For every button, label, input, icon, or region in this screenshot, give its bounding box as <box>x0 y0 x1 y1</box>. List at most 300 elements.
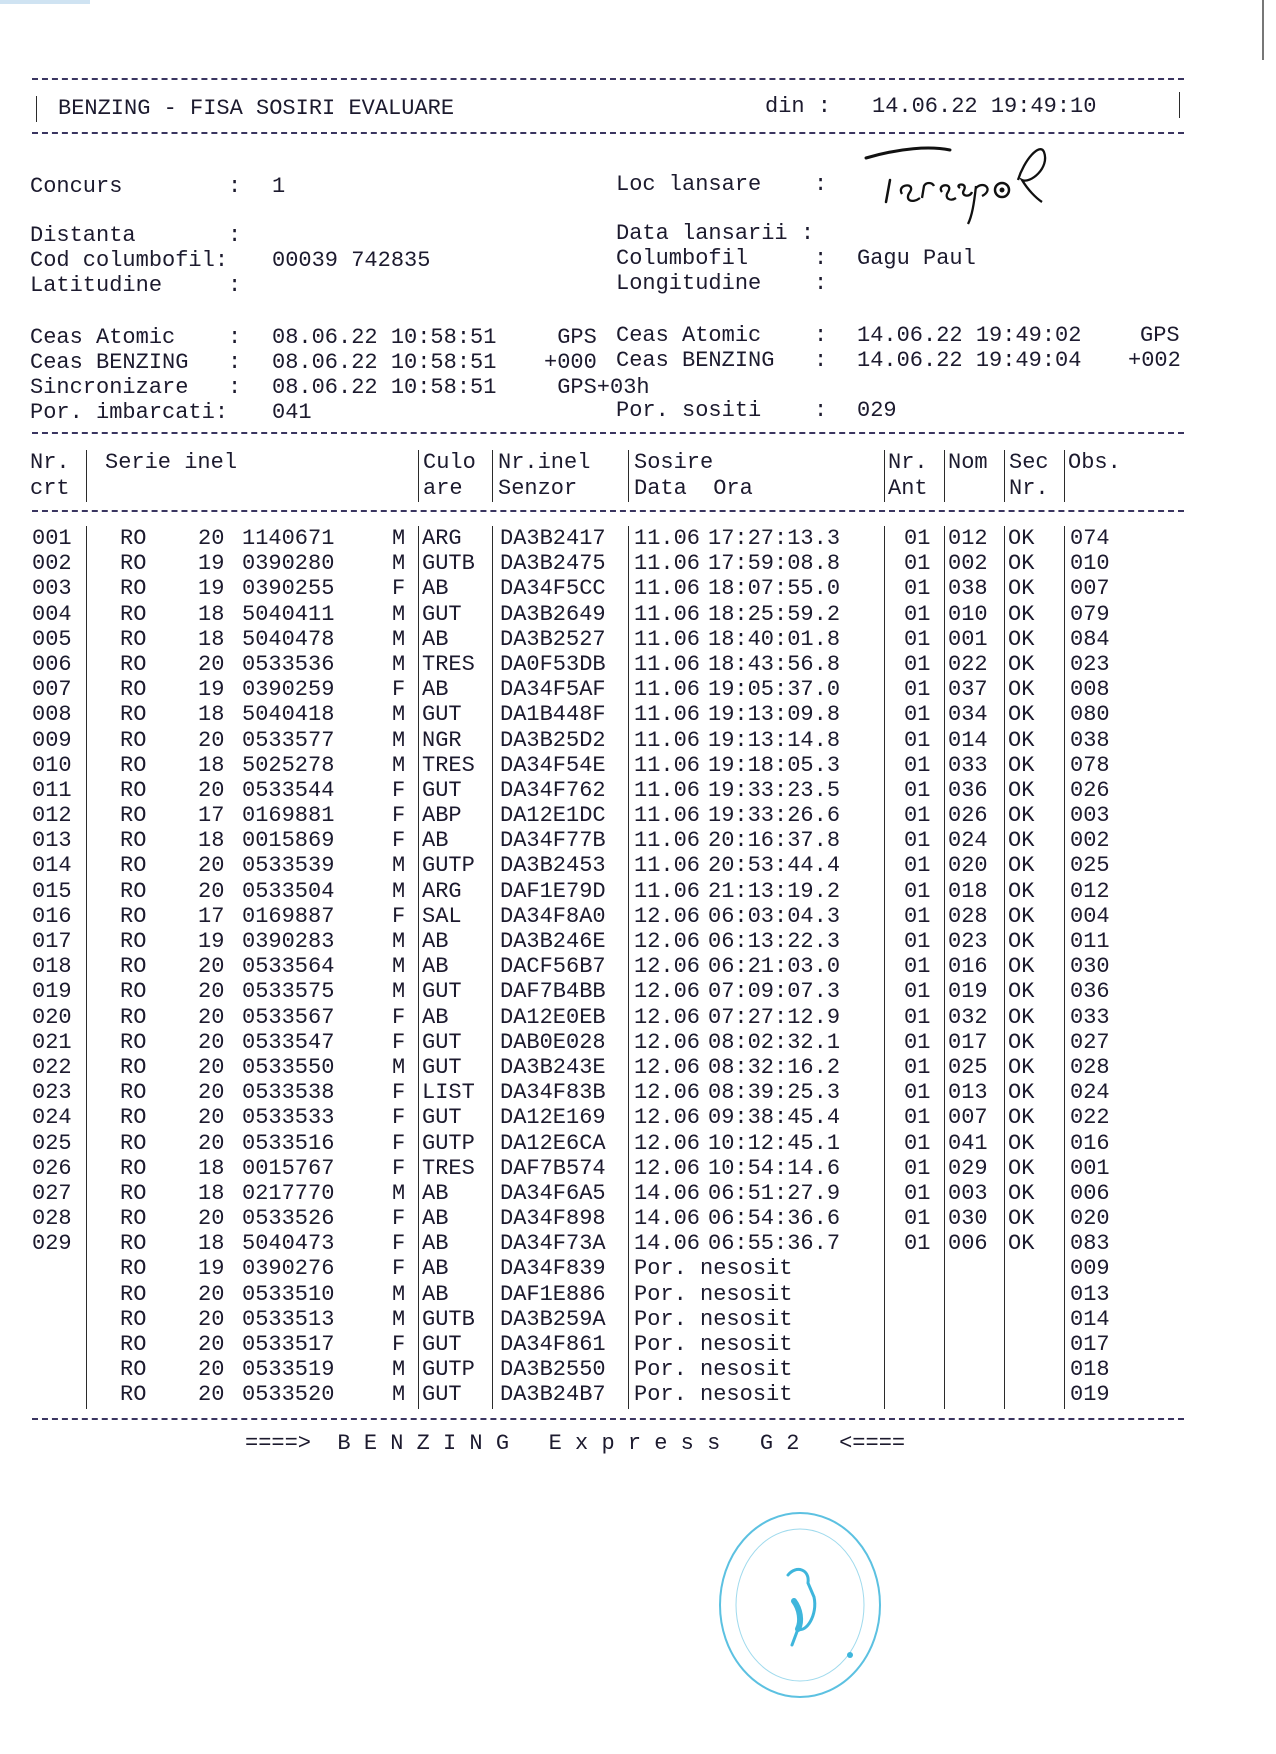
columbofil-value: Gagu Paul <box>857 246 976 271</box>
row-year: 20 <box>198 1281 225 1307</box>
row-year: 20 <box>198 1357 225 1383</box>
row-arrival-time: 18:43:56.8 <box>708 651 841 677</box>
col-separator <box>1064 450 1065 502</box>
row-security: OK <box>1008 1206 1035 1232</box>
row-security: OK <box>1008 1004 1035 1030</box>
row-obs: 030 <box>1070 954 1110 980</box>
row-country: RO <box>120 1231 147 1257</box>
row-arrival-time: 10:54:14.6 <box>708 1155 841 1181</box>
ceas-benzing-end-label: Ceas BENZING : <box>616 348 828 373</box>
row-country: RO <box>120 626 147 652</box>
row-arrival-time: 19:33:23.5 <box>708 777 841 803</box>
row-sex: M <box>392 727 406 753</box>
row-country: RO <box>120 1130 147 1156</box>
row-sensor: DA0F53DB <box>500 651 606 677</box>
row-antenna: 01 <box>904 752 931 778</box>
latitudine-label: Latitudine : <box>30 273 242 298</box>
row-sensor: DA3B2417 <box>500 526 606 551</box>
cod-columbofil-label: Cod columbofil: <box>30 248 229 273</box>
row-arrival-date: 11.06 <box>634 752 701 778</box>
row-sensor: DA3B259A <box>500 1306 606 1332</box>
row-obs: 016 <box>1070 1130 1110 1156</box>
header-row-divider <box>32 510 1184 512</box>
row-country: RO <box>120 551 147 577</box>
row-nr: 004 <box>32 601 72 627</box>
row-obs: 020 <box>1070 1206 1110 1232</box>
row-color: NGR <box>422 727 462 753</box>
row-arrival-date: 12.06 <box>634 1004 701 1030</box>
row-arrival-date: 11.06 <box>634 727 701 753</box>
sincronizare-value: 08.06.22 10:58:51 <box>272 375 497 400</box>
row-year: 20 <box>198 853 225 879</box>
row-year: 18 <box>198 1155 225 1181</box>
row-color: GUTP <box>422 853 475 879</box>
row-color: AB <box>422 1281 449 1307</box>
row-sex: F <box>392 777 406 803</box>
row-arrival-time: 19:13:14.8 <box>708 727 841 753</box>
row-arrival-time: 07:09:07.3 <box>708 979 841 1005</box>
row-sex: M <box>392 702 406 728</box>
row-sensor: DA3B25D2 <box>500 727 606 753</box>
col-obs-header: Obs. <box>1068 450 1121 475</box>
row-year: 19 <box>198 677 225 703</box>
row-nom: 006 <box>948 1231 988 1257</box>
row-obs: 003 <box>1070 803 1110 829</box>
row-sensor: DA34F898 <box>500 1206 606 1232</box>
row-nr: 023 <box>32 1080 72 1106</box>
row-color: GUT <box>422 777 462 803</box>
row-country: RO <box>120 702 147 728</box>
row-sex: M <box>392 1306 406 1332</box>
row-country: RO <box>120 1332 147 1357</box>
row-ring-number: 0015869 <box>242 828 335 854</box>
table-row <box>32 929 1182 954</box>
row-nr: 001 <box>32 526 72 551</box>
row-obs: 023 <box>1070 651 1110 677</box>
row-nom: 019 <box>948 979 988 1005</box>
row-country: RO <box>120 954 147 980</box>
row-nr: 026 <box>32 1155 72 1181</box>
row-antenna: 01 <box>904 1004 931 1030</box>
row-year: 20 <box>198 651 225 677</box>
row-antenna: 01 <box>904 1180 931 1206</box>
row-obs: 083 <box>1070 1231 1110 1257</box>
row-antenna: 01 <box>904 526 931 551</box>
row-arrival-time: 06:21:03.0 <box>708 954 841 980</box>
row-arrival-date: 11.06 <box>634 626 701 652</box>
row-ring-number: 0390259 <box>242 677 335 703</box>
row-antenna: 01 <box>904 1155 931 1181</box>
table-row <box>32 778 1182 803</box>
row-sex: F <box>392 1130 406 1156</box>
row-status: Por. nesosit <box>634 1357 793 1383</box>
table-row <box>32 602 1182 627</box>
row-arrival-date: 12.06 <box>634 979 701 1005</box>
row-ring-number: 0390283 <box>242 929 335 954</box>
cod-columbofil-value: 00039 742835 <box>272 248 431 273</box>
row-color: TRES <box>422 752 475 778</box>
col-serie-header: Serie inel <box>105 450 238 475</box>
row-antenna: 01 <box>904 677 931 703</box>
row-color: AB <box>422 1180 449 1206</box>
row-sex: M <box>392 601 406 627</box>
row-nr: 010 <box>32 752 72 778</box>
row-nom: 026 <box>948 803 988 829</box>
table-row <box>32 904 1182 929</box>
row-sex: M <box>392 1357 406 1383</box>
row-security: OK <box>1008 1155 1035 1181</box>
table-row <box>32 853 1182 878</box>
row-antenna: 01 <box>904 651 931 677</box>
row-color: GUT <box>422 1029 462 1055</box>
row-obs: 008 <box>1070 677 1110 703</box>
table-row <box>32 576 1182 601</box>
row-arrival-date: 11.06 <box>634 651 701 677</box>
row-antenna: 01 <box>904 1029 931 1055</box>
row-nr: 025 <box>32 1130 72 1156</box>
row-antenna: 01 <box>904 727 931 753</box>
row-sex: M <box>392 1180 406 1206</box>
row-arrival-time: 19:18:05.3 <box>708 752 841 778</box>
ceas-atomic-end-suffix: GPS <box>1140 323 1180 348</box>
table-row <box>32 803 1182 828</box>
row-nom: 024 <box>948 828 988 854</box>
row-antenna: 01 <box>904 576 931 602</box>
header-bottom-divider <box>32 132 1184 134</box>
distanta-label: Distanta : <box>30 223 242 248</box>
ceas-atomic-start-suffix: GPS <box>544 325 597 350</box>
row-ring-number: 0533564 <box>242 954 335 980</box>
row-year: 20 <box>198 979 225 1005</box>
row-color: GUT <box>422 601 462 627</box>
ceas-benzing-start-value: 08.06.22 10:58:51 <box>272 350 497 375</box>
row-obs: 017 <box>1070 1332 1110 1357</box>
row-color: GUT <box>422 1105 462 1131</box>
row-year: 20 <box>198 777 225 803</box>
row-year: 20 <box>198 1130 225 1156</box>
row-nr: 008 <box>32 702 72 728</box>
row-ring-number: 0533516 <box>242 1130 335 1156</box>
row-nr: 021 <box>32 1029 72 1055</box>
row-sex: M <box>392 1054 406 1080</box>
row-sensor: DA34F839 <box>500 1256 606 1282</box>
row-obs: 018 <box>1070 1357 1110 1383</box>
table-row <box>32 1307 1182 1332</box>
row-sex: M <box>392 651 406 677</box>
row-arrival-date: 12.06 <box>634 1130 701 1156</box>
row-obs: 006 <box>1070 1180 1110 1206</box>
row-sex: M <box>392 878 406 904</box>
arrivals-table <box>32 526 1182 1408</box>
row-nom: 014 <box>948 727 988 753</box>
row-obs: 002 <box>1070 828 1110 854</box>
row-sensor: DA12E169 <box>500 1105 606 1131</box>
row-country: RO <box>120 1180 147 1206</box>
row-ring-number: 0533544 <box>242 777 335 803</box>
row-obs: 019 <box>1070 1382 1110 1408</box>
handwritten-loc-lansare <box>860 140 1060 230</box>
row-arrival-time: 18:25:59.2 <box>708 601 841 627</box>
row-color: AB <box>422 1004 449 1030</box>
row-obs: 010 <box>1070 551 1110 577</box>
row-sex: F <box>392 1332 406 1357</box>
row-year: 20 <box>198 1105 225 1131</box>
col-separator <box>86 450 87 502</box>
row-year: 20 <box>198 878 225 904</box>
row-antenna: 01 <box>904 626 931 652</box>
table-row <box>32 1231 1182 1256</box>
table-row <box>32 1256 1182 1281</box>
row-country: RO <box>120 1382 147 1408</box>
row-color: ARG <box>422 878 462 904</box>
row-nr: 029 <box>32 1231 72 1257</box>
col-culoare-header-2: are <box>423 476 463 501</box>
row-nom: 022 <box>948 651 988 677</box>
row-arrival-date: 11.06 <box>634 576 701 602</box>
row-color: AB <box>422 929 449 954</box>
row-nom: 020 <box>948 853 988 879</box>
row-arrival-time: 06:54:36.6 <box>708 1206 841 1232</box>
row-nr: 015 <box>32 878 72 904</box>
table-row <box>32 979 1182 1004</box>
row-ring-number: 0169881 <box>242 803 335 829</box>
row-security: OK <box>1008 878 1035 904</box>
row-sex: M <box>392 626 406 652</box>
row-obs: 012 <box>1070 878 1110 904</box>
row-nom: 007 <box>948 1105 988 1131</box>
columbofil-label: Columbofil : <box>616 246 828 271</box>
row-country: RO <box>120 828 147 854</box>
club-stamp <box>710 1505 890 1705</box>
row-obs: 033 <box>1070 1004 1110 1030</box>
row-antenna: 01 <box>904 954 931 980</box>
row-sex: F <box>392 1256 406 1282</box>
table-top-divider <box>32 432 1184 434</box>
row-security: OK <box>1008 1231 1035 1257</box>
row-obs: 079 <box>1070 601 1110 627</box>
row-country: RO <box>120 677 147 703</box>
row-ring-number: 0533536 <box>242 651 335 677</box>
col-nrinel-header-2: Senzor <box>498 476 578 501</box>
row-sensor: DA34F6A5 <box>500 1180 606 1206</box>
row-sensor: DA3B2550 <box>500 1357 606 1383</box>
table-row <box>32 1055 1182 1080</box>
row-sensor: DAF1E886 <box>500 1281 606 1307</box>
row-nr: 027 <box>32 1180 72 1206</box>
row-sensor: DA3B24B7 <box>500 1382 606 1408</box>
row-year: 18 <box>198 601 225 627</box>
row-obs: 080 <box>1070 702 1110 728</box>
row-color: AB <box>422 576 449 602</box>
col-separator <box>884 450 885 502</box>
row-sex: F <box>392 1029 406 1055</box>
row-color: AB <box>422 954 449 980</box>
row-arrival-time: 06:51:27.9 <box>708 1180 841 1206</box>
col-culoare-header-1: Culo <box>423 450 476 475</box>
table-row <box>32 627 1182 652</box>
row-arrival-time: 06:55:36.7 <box>708 1231 841 1257</box>
col-separator <box>944 450 945 502</box>
row-security: OK <box>1008 1105 1035 1131</box>
row-obs: 013 <box>1070 1281 1110 1307</box>
row-country: RO <box>120 1306 147 1332</box>
row-security: OK <box>1008 727 1035 753</box>
col-separator <box>418 450 419 502</box>
table-row <box>32 1005 1182 1030</box>
row-security: OK <box>1008 576 1035 602</box>
row-nr: 003 <box>32 576 72 602</box>
row-arrival-time: 18:07:55.0 <box>708 576 841 602</box>
row-nr: 017 <box>32 929 72 954</box>
row-year: 18 <box>198 1231 225 1257</box>
row-country: RO <box>120 1256 147 1282</box>
row-nr: 011 <box>32 777 72 803</box>
row-obs: 028 <box>1070 1054 1110 1080</box>
row-ring-number: 5025278 <box>242 752 335 778</box>
row-year: 20 <box>198 526 225 551</box>
row-nr: 016 <box>32 903 72 929</box>
row-obs: 001 <box>1070 1155 1110 1181</box>
row-arrival-time: 06:13:22.3 <box>708 929 841 954</box>
row-year: 17 <box>198 803 225 829</box>
row-security: OK <box>1008 929 1035 954</box>
row-sex: F <box>392 1155 406 1181</box>
row-arrival-time: 18:40:01.8 <box>708 626 841 652</box>
row-antenna: 01 <box>904 853 931 879</box>
col-sosire-header-1: Sosire <box>634 450 714 475</box>
footer-device-name: ====> B E N Z I N G E x p r e s s G 2 <==== <box>245 1431 906 1456</box>
row-nr: 022 <box>32 1054 72 1080</box>
row-sensor: DAF7B4BB <box>500 979 606 1005</box>
row-antenna: 01 <box>904 702 931 728</box>
row-obs: 024 <box>1070 1080 1110 1106</box>
row-arrival-date: 12.06 <box>634 1029 701 1055</box>
row-nom: 016 <box>948 954 988 980</box>
row-country: RO <box>120 1004 147 1030</box>
row-country: RO <box>120 1206 147 1232</box>
table-row <box>32 1156 1182 1181</box>
row-ring-number: 0533519 <box>242 1357 335 1383</box>
row-nr: 012 <box>32 803 72 829</box>
din-value: 14.06.22 19:49:10 <box>872 94 1097 119</box>
row-obs: 074 <box>1070 526 1110 551</box>
header-top-divider <box>32 78 1184 80</box>
imbarcati-value: 041 <box>272 400 312 425</box>
table-row <box>32 551 1182 576</box>
row-security: OK <box>1008 828 1035 854</box>
row-ring-number: 5040418 <box>242 702 335 728</box>
row-sex: M <box>392 1382 406 1408</box>
row-arrival-time: 19:33:26.6 <box>708 803 841 829</box>
row-country: RO <box>120 878 147 904</box>
row-obs: 025 <box>1070 853 1110 879</box>
row-country: RO <box>120 1105 147 1131</box>
row-ring-number: 0390255 <box>242 576 335 602</box>
document-title: BENZING - FISA SOSIRI EVALUARE <box>58 96 455 121</box>
row-ring-number: 0533517 <box>242 1332 335 1357</box>
row-color: GUT <box>422 1382 462 1408</box>
row-arrival-date: 14.06 <box>634 1231 701 1257</box>
sositi-value: 029 <box>857 398 897 423</box>
row-security: OK <box>1008 601 1035 627</box>
row-country: RO <box>120 526 147 551</box>
table-row <box>32 702 1182 727</box>
row-nom: 002 <box>948 551 988 577</box>
row-color: GUT <box>422 979 462 1005</box>
row-arrival-time: 08:02:32.1 <box>708 1029 841 1055</box>
col-separator <box>1004 450 1005 502</box>
row-antenna: 01 <box>904 1130 931 1156</box>
row-sex: M <box>392 1281 406 1307</box>
row-year: 20 <box>198 954 225 980</box>
row-ring-number: 0533567 <box>242 1004 335 1030</box>
col-nr-header-2: crt <box>30 476 70 501</box>
row-color: TRES <box>422 1155 475 1181</box>
row-sensor: DA34F73A <box>500 1231 606 1257</box>
row-country: RO <box>120 1155 147 1181</box>
table-row <box>32 1181 1182 1206</box>
row-nr: 020 <box>32 1004 72 1030</box>
row-sex: M <box>392 954 406 980</box>
row-color: LIST <box>422 1080 475 1106</box>
row-security: OK <box>1008 1054 1035 1080</box>
row-sex: M <box>392 979 406 1005</box>
row-ring-number: 0015767 <box>242 1155 335 1181</box>
header-right-border <box>1179 92 1180 118</box>
row-nom: 034 <box>948 702 988 728</box>
row-sex: F <box>392 828 406 854</box>
row-sensor: DA3B2649 <box>500 601 606 627</box>
longitudine-label: Longitudine : <box>616 271 828 296</box>
row-color: GUT <box>422 702 462 728</box>
row-sex: F <box>392 803 406 829</box>
row-security: OK <box>1008 677 1035 703</box>
row-security: OK <box>1008 626 1035 652</box>
row-color: AB <box>422 828 449 854</box>
row-nom: 041 <box>948 1130 988 1156</box>
row-obs: 027 <box>1070 1029 1110 1055</box>
row-arrival-date: 12.06 <box>634 1155 701 1181</box>
row-arrival-time: 20:53:44.4 <box>708 853 841 879</box>
row-year: 19 <box>198 551 225 577</box>
row-status: Por. nesosit <box>634 1382 793 1408</box>
col-sec-header-2: Nr. <box>1009 476 1049 501</box>
row-sex: M <box>392 551 406 577</box>
row-security: OK <box>1008 651 1035 677</box>
loc-lansare-label: Loc lansare : <box>616 172 828 197</box>
row-arrival-date: 14.06 <box>634 1180 701 1206</box>
row-antenna: 01 <box>904 979 931 1005</box>
row-nom: 029 <box>948 1155 988 1181</box>
row-arrival-date: 11.06 <box>634 828 701 854</box>
row-year: 20 <box>198 727 225 753</box>
row-nr: 024 <box>32 1105 72 1131</box>
table-row <box>32 1105 1182 1130</box>
row-color: ARG <box>422 526 462 551</box>
col-nr-header-1: Nr. <box>30 450 70 475</box>
row-country: RO <box>120 752 147 778</box>
table-row <box>32 828 1182 853</box>
row-color: GUTB <box>422 1306 475 1332</box>
table-row <box>32 677 1182 702</box>
row-sex: M <box>392 929 406 954</box>
row-nr: 009 <box>32 727 72 753</box>
row-year: 18 <box>198 1180 225 1206</box>
col-ant-header-1: Nr. <box>888 450 928 475</box>
table-row <box>32 1131 1182 1156</box>
row-sex: F <box>392 1105 406 1131</box>
row-sex: F <box>392 1231 406 1257</box>
